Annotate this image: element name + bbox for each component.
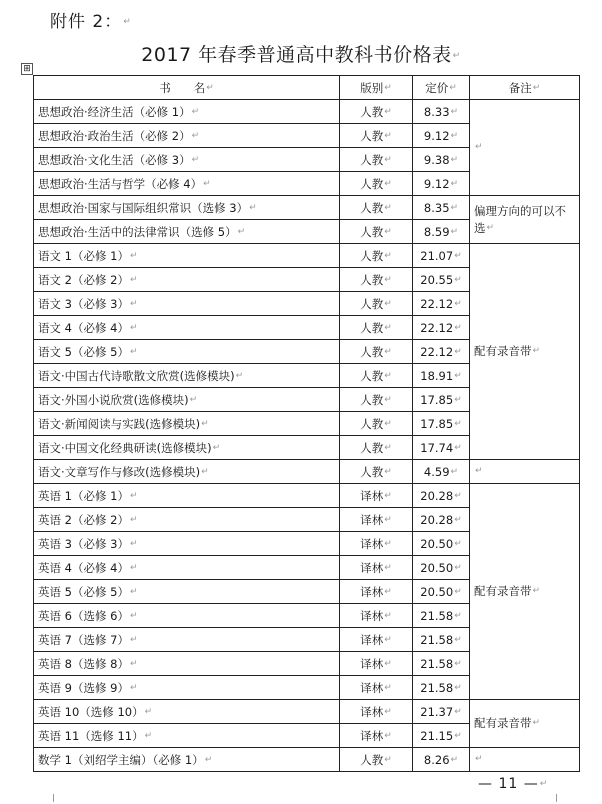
book-name-cell[interactable]: 英语 4（必修 4）↵ <box>34 556 340 580</box>
edition-cell[interactable]: 人教↵ <box>340 100 413 124</box>
book-name-cell[interactable]: 语文·中国古代诗歌散文欣赏(选修模块)↵ <box>34 364 340 388</box>
price-cell[interactable]: 21.58↵ <box>413 628 470 652</box>
book-name-cell[interactable]: 英语 8（选修 8）↵ <box>34 652 340 676</box>
table-row <box>34 484 580 508</box>
price-cell[interactable]: 22.12↵ <box>413 340 470 364</box>
edition-cell[interactable]: 人教↵ <box>340 172 413 196</box>
price-cell[interactable]: 9.12↵ <box>413 124 470 148</box>
price-cell[interactable]: 8.35↵ <box>413 196 470 220</box>
table-row <box>34 100 580 124</box>
page-corner-mark <box>556 794 565 802</box>
book-name-cell[interactable]: 思想政治·经济生活（必修 1）↵ <box>34 100 340 124</box>
book-name-cell[interactable]: 英语 9（选修 9）↵ <box>34 676 340 700</box>
book-name-cell[interactable]: 语文·外国小说欣赏(选修模块)↵ <box>34 388 340 412</box>
book-name-cell[interactable]: 思想政治·文化生活（必修 3）↵ <box>34 148 340 172</box>
price-cell[interactable]: 18.91↵ <box>413 364 470 388</box>
note-cell[interactable]: 配有录音带↵ <box>470 244 580 460</box>
attachment-label: 附件 2：↵ <box>50 12 132 32</box>
price-cell[interactable]: 21.37↵ <box>413 700 470 724</box>
price-cell[interactable]: 4.59↵ <box>413 460 470 484</box>
price-cell[interactable]: 20.28↵ <box>413 484 470 508</box>
edition-cell[interactable]: 译林↵ <box>340 700 413 724</box>
edition-cell[interactable]: 人教↵ <box>340 196 413 220</box>
edition-cell[interactable]: 人教↵ <box>340 436 413 460</box>
book-name-cell[interactable]: 英语 7（选修 7）↵ <box>34 628 340 652</box>
price-cell[interactable]: 20.50↵ <box>413 580 470 604</box>
paragraph-mark: ↵ <box>452 50 461 61</box>
table-header-row <box>34 76 580 100</box>
edition-cell[interactable]: 人教↵ <box>340 340 413 364</box>
edition-cell[interactable]: 译林↵ <box>340 508 413 532</box>
book-name-cell[interactable]: 语文 3（必修 3）↵ <box>34 292 340 316</box>
note-cell[interactable]: ↵ <box>470 748 580 772</box>
book-name-cell[interactable]: 思想政治·生活与哲学（必修 4）↵ <box>34 172 340 196</box>
price-cell[interactable]: 21.58↵ <box>413 604 470 628</box>
book-name-cell[interactable]: 语文·文章写作与修改(选修模块)↵ <box>34 460 340 484</box>
price-cell[interactable]: 9.12↵ <box>413 172 470 196</box>
page-corner-mark <box>45 794 54 802</box>
paragraph-mark: ↵ <box>539 779 549 789</box>
book-name-cell[interactable]: 英语 2（必修 2）↵ <box>34 508 340 532</box>
price-table <box>33 75 580 772</box>
price-cell[interactable]: 17.85↵ <box>413 412 470 436</box>
table-row <box>34 244 580 268</box>
book-name-cell[interactable]: 语文·新闻阅读与实践(选修模块)↵ <box>34 412 340 436</box>
price-cell[interactable]: 17.85↵ <box>413 388 470 412</box>
book-name-cell[interactable]: 思想政治·政治生活（必修 2）↵ <box>34 124 340 148</box>
edition-cell[interactable]: 译林↵ <box>340 580 413 604</box>
price-cell[interactable]: 21.15↵ <box>413 724 470 748</box>
note-cell[interactable]: 配有录音带↵ <box>470 700 580 748</box>
header-edition[interactable]: 版别↵ <box>340 76 413 100</box>
edition-cell[interactable]: 译林↵ <box>340 724 413 748</box>
edition-cell[interactable]: 人教↵ <box>340 316 413 340</box>
note-cell[interactable]: 偏理方向的可以不选↵ <box>470 196 580 244</box>
edition-cell[interactable]: 人教↵ <box>340 244 413 268</box>
price-cell[interactable]: 20.50↵ <box>413 556 470 580</box>
book-name-cell[interactable]: 语文 5（必修 5）↵ <box>34 340 340 364</box>
edition-cell[interactable]: 人教↵ <box>340 364 413 388</box>
price-cell[interactable]: 17.74↵ <box>413 436 470 460</box>
edition-cell[interactable]: 译林↵ <box>340 556 413 580</box>
edition-cell[interactable]: 人教↵ <box>340 268 413 292</box>
edition-cell[interactable]: 人教↵ <box>340 292 413 316</box>
edition-cell[interactable]: 人教↵ <box>340 748 413 772</box>
book-name-cell[interactable]: 语文 1（必修 1）↵ <box>34 244 340 268</box>
header-price[interactable]: 定价↵ <box>413 76 470 100</box>
edition-cell[interactable]: 人教↵ <box>340 412 413 436</box>
table-row <box>34 748 580 772</box>
book-name-cell[interactable]: 语文 2（必修 2）↵ <box>34 268 340 292</box>
price-cell[interactable]: 21.58↵ <box>413 652 470 676</box>
book-name-cell[interactable]: 英语 3（必修 3）↵ <box>34 532 340 556</box>
edition-cell[interactable]: 译林↵ <box>340 628 413 652</box>
book-name-cell[interactable]: 英语 10（选修 10）↵ <box>34 700 340 724</box>
price-cell[interactable]: 8.59↵ <box>413 220 470 244</box>
book-name-cell[interactable]: 英语 1（必修 1）↵ <box>34 484 340 508</box>
edition-cell[interactable]: 译林↵ <box>340 532 413 556</box>
edition-cell[interactable]: 人教↵ <box>340 388 413 412</box>
header-name[interactable]: 书 名↵ <box>34 76 340 100</box>
edition-cell[interactable]: 人教↵ <box>340 460 413 484</box>
paragraph-mark: ↵ <box>123 17 132 27</box>
price-cell[interactable]: 20.55↵ <box>413 268 470 292</box>
book-name-cell[interactable]: 思想政治·生活中的法律常识（选修 5）↵ <box>34 220 340 244</box>
price-cell[interactable]: 22.12↵ <box>413 316 470 340</box>
price-cell[interactable]: 8.26↵ <box>413 748 470 772</box>
price-cell[interactable]: 21.07↵ <box>413 244 470 268</box>
table-row <box>34 196 580 220</box>
edition-cell[interactable]: 译林↵ <box>340 484 413 508</box>
header-note[interactable]: 备注↵ <box>470 76 580 100</box>
book-name-cell[interactable]: 英语 5（必修 5）↵ <box>34 580 340 604</box>
book-name-cell[interactable]: 语文 4（必修 4）↵ <box>34 316 340 340</box>
document-title: 2017 年春季普通高中教科书价格表↵ <box>141 44 461 66</box>
note-cell[interactable]: ↵ <box>470 460 580 484</box>
table-row <box>34 700 580 724</box>
note-cell[interactable]: ↵ <box>470 100 580 196</box>
price-cell[interactable]: 20.28↵ <box>413 508 470 532</box>
price-cell[interactable]: 8.33↵ <box>413 100 470 124</box>
edition-cell[interactable]: 译林↵ <box>340 676 413 700</box>
edition-cell[interactable]: 译林↵ <box>340 604 413 628</box>
edition-cell[interactable]: 译林↵ <box>340 652 413 676</box>
table-move-handle-icon[interactable]: ⊞ <box>21 63 33 75</box>
book-name-cell[interactable]: 数学 1（刘绍学主编）（必修 1）↵ <box>34 748 340 772</box>
table-body <box>34 100 580 772</box>
book-name-cell[interactable]: 语文·中国文化经典研读(选修模块)↵ <box>34 436 340 460</box>
price-cell[interactable]: 21.58↵ <box>413 676 470 700</box>
edition-cell[interactable]: 人教↵ <box>340 124 413 148</box>
book-name-cell[interactable]: 思想政治·国家与国际组织常识（选修 3）↵ <box>34 196 340 220</box>
edition-cell[interactable]: 人教↵ <box>340 220 413 244</box>
page-number: — 11 —↵ <box>478 776 549 792</box>
price-cell[interactable]: 9.38↵ <box>413 148 470 172</box>
price-cell[interactable]: 20.50↵ <box>413 532 470 556</box>
book-name-cell[interactable]: 英语 6（选修 6）↵ <box>34 604 340 628</box>
table-row <box>34 460 580 484</box>
note-cell[interactable]: 配有录音带↵ <box>470 484 580 700</box>
book-name-cell[interactable]: 英语 11（选修 11）↵ <box>34 724 340 748</box>
edition-cell[interactable]: 人教↵ <box>340 148 413 172</box>
price-cell[interactable]: 22.12↵ <box>413 292 470 316</box>
